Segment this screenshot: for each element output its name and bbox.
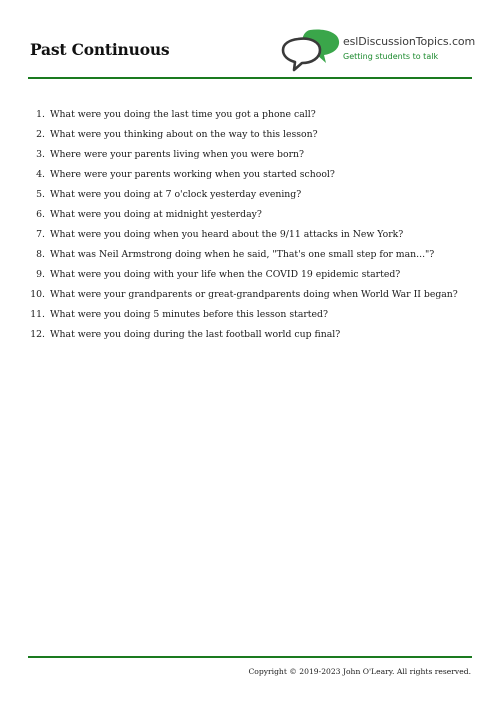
header-divider <box>28 77 472 79</box>
speech-bubbles-icon <box>280 28 342 74</box>
question-text: Where were your parents living when you were born? <box>50 149 305 160</box>
question-number: 1. <box>36 109 45 120</box>
question-text: What was Neil Armstrong doing when he said, "That's one small step for man..."? <box>50 249 435 260</box>
question-text: What were you doing 5 minutes before this lesson started? <box>50 309 328 320</box>
logo-tagline: Getting students to talk <box>343 52 439 61</box>
question-item <box>28 186 478 206</box>
question-text: Where were your parents working when you started school? <box>50 169 335 180</box>
question-number: 11. <box>30 309 45 320</box>
question-text: What were you thinking about on the way to this lesson? <box>50 129 318 140</box>
question-item <box>28 306 478 326</box>
question-text: What were you doing when you heard about the 9/11 attacks in New York? <box>50 229 404 240</box>
question-item <box>28 206 478 226</box>
logo-brand: eslDiscussionTopics.com <box>343 35 476 48</box>
copyright-notice: Copyright © 2019-2023 John O'Leary. All rights reserved. <box>248 667 471 676</box>
question-number: 9. <box>36 269 45 280</box>
question-number: 4. <box>36 169 45 180</box>
question-item <box>28 266 478 286</box>
question-number: 7. <box>36 229 45 240</box>
question-item <box>28 126 478 146</box>
question-text: What were you doing at midnight yesterday? <box>50 209 262 220</box>
question-item <box>28 106 478 126</box>
footer-divider <box>28 656 472 658</box>
question-text: What were you doing during the last football world cup final? <box>50 329 341 340</box>
question-number: 10. <box>30 289 45 300</box>
question-item <box>28 146 478 166</box>
question-number: 5. <box>36 189 45 200</box>
site-logo[interactable] <box>280 28 476 74</box>
question-number: 3. <box>36 149 45 160</box>
question-item <box>28 166 478 186</box>
page-header <box>28 28 476 78</box>
question-text: What were your grandparents or great-grandparents doing when World War II began? <box>50 289 458 300</box>
question-text: What were you doing the last time you got a phone call? <box>50 109 316 120</box>
question-item <box>28 326 478 346</box>
question-item <box>28 286 478 306</box>
question-item <box>28 226 478 246</box>
question-text: What were you doing with your life when the COVID 19 epidemic started? <box>50 269 401 280</box>
question-number: 12. <box>30 329 45 340</box>
question-number: 6. <box>36 209 45 220</box>
question-number: 2. <box>36 129 45 140</box>
question-list <box>28 106 478 346</box>
question-number: 8. <box>36 249 45 260</box>
question-text: What were you doing at 7 o'clock yesterday evening? <box>50 189 302 200</box>
question-item <box>28 246 478 266</box>
page-title: Past Continuous <box>30 40 170 59</box>
